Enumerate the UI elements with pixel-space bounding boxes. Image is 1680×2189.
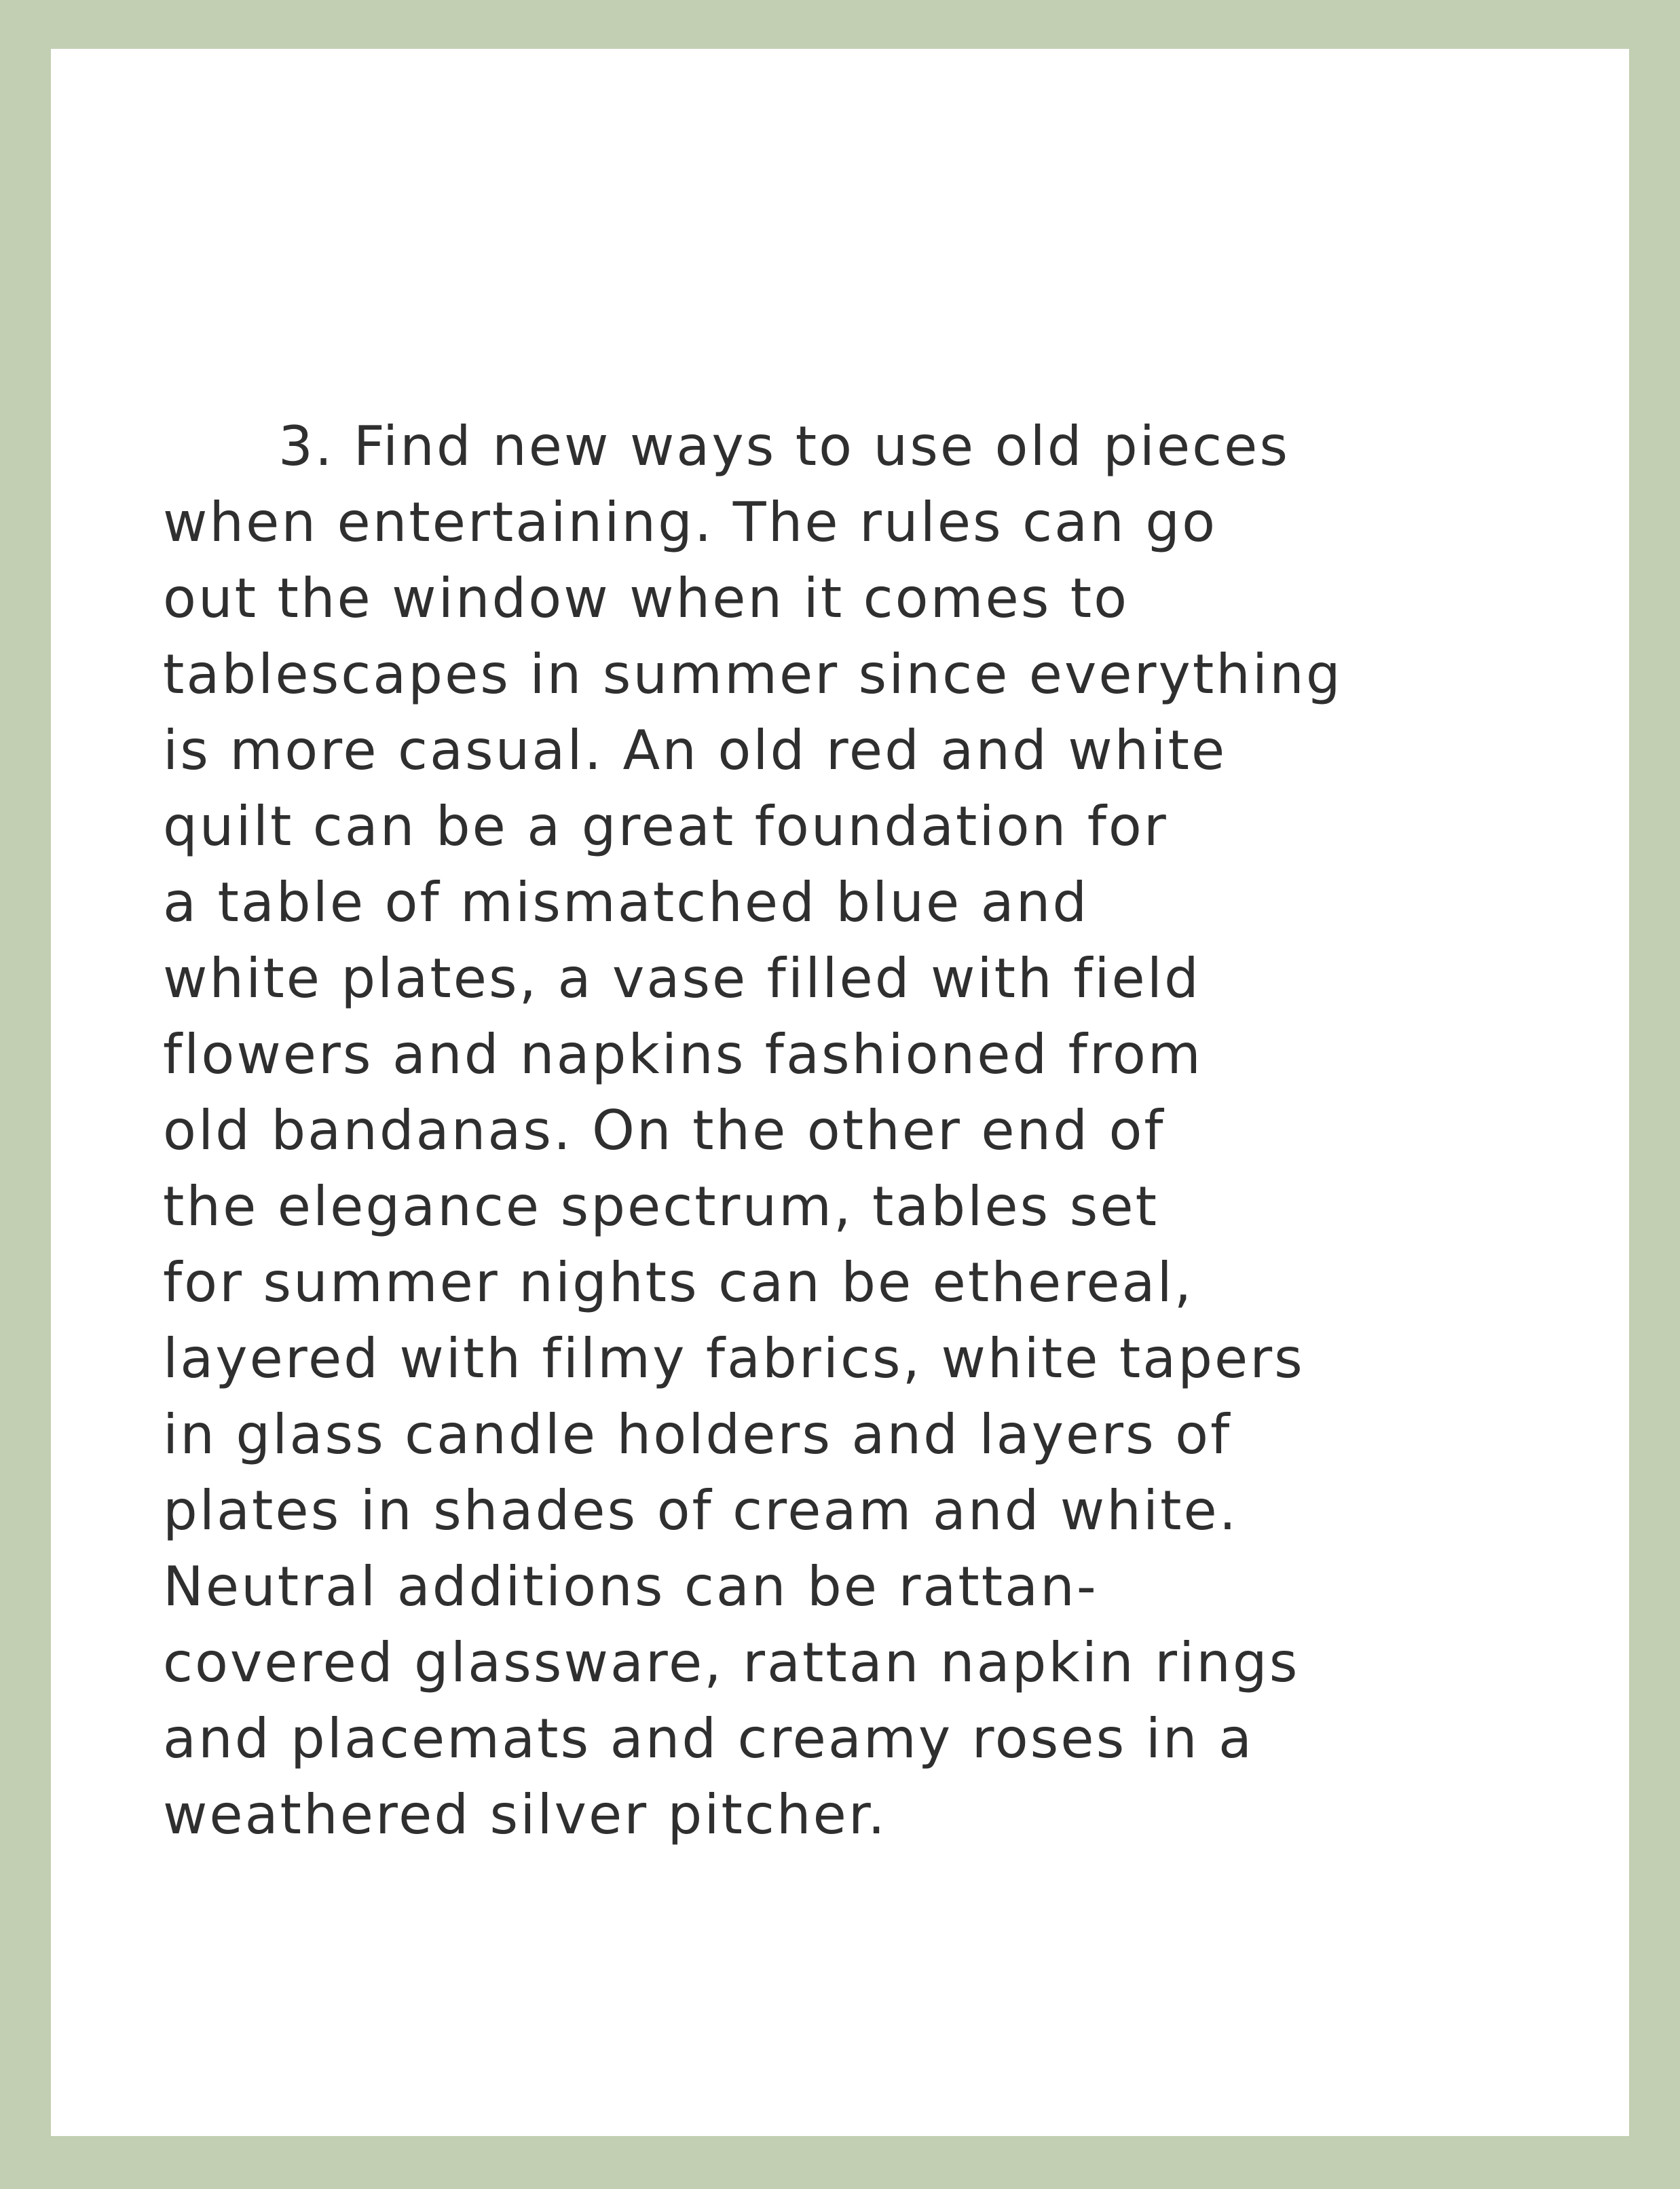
paragraph-line: covered glassware, rattan napkin rings xyxy=(163,1631,1300,1694)
paragraph-line: flowers and napkins fashioned from xyxy=(163,1023,1203,1086)
paragraph-line: the elegance spectrum, tables set xyxy=(163,1175,1159,1238)
paragraph-line: is more casual. An old red and white xyxy=(163,719,1227,782)
paragraph-line: out the window when it comes to xyxy=(163,567,1130,630)
paragraph-line: weathered silver pitcher. xyxy=(163,1783,887,1846)
paragraph-line: tablescapes in summer since everything xyxy=(163,643,1343,706)
paragraph-line: 3. Find new ways to use old pieces xyxy=(278,415,1290,478)
paragraph-line: quilt can be a great foundation for xyxy=(163,795,1168,858)
paragraph-line: when entertaining. The rules can go xyxy=(163,491,1218,554)
paragraph-line: layered with filmy fabrics, white tapers xyxy=(163,1327,1305,1390)
tip-paragraph xyxy=(163,409,1588,1853)
paragraph-line: a table of mismatched blue and xyxy=(163,871,1089,934)
paragraph-line: Neutral additions can be rattan- xyxy=(163,1555,1098,1618)
paragraph-line: and placemats and creamy roses in a xyxy=(163,1707,1254,1770)
paragraph-line: for summer nights can be ethereal, xyxy=(163,1251,1194,1314)
paragraph-line: plates in shades of cream and white. xyxy=(163,1479,1239,1542)
paragraph-line: white plates, a vase filled with field xyxy=(163,947,1201,1010)
page-panel xyxy=(51,49,1629,2136)
paragraph-line: old bandanas. On the other end of xyxy=(163,1099,1165,1162)
paragraph-line: in glass candle holders and layers of xyxy=(163,1403,1232,1466)
